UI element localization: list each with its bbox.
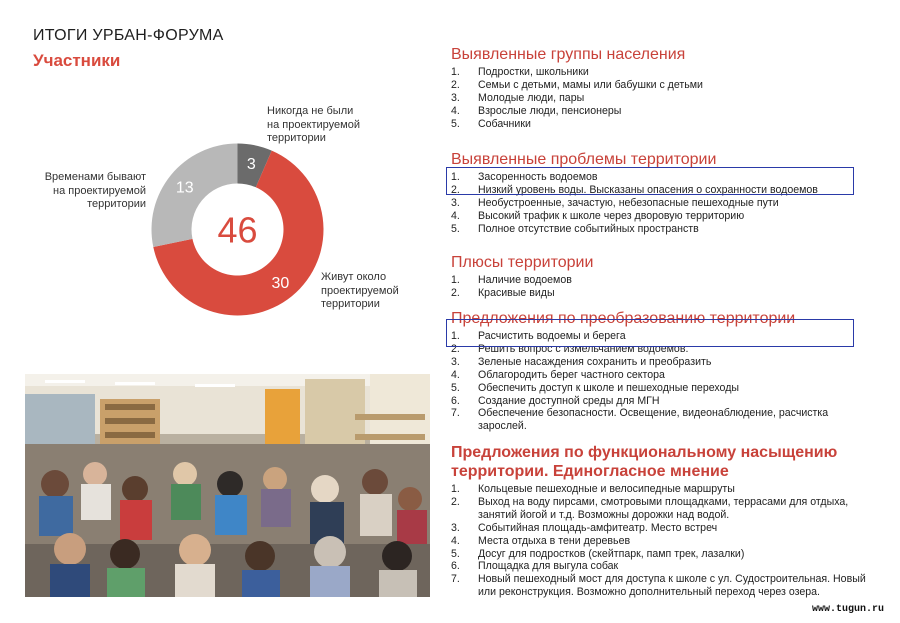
item-text: Облагородить берег частного сектора: [478, 368, 665, 381]
item-number: 1.: [451, 330, 460, 342]
list-item: [451, 395, 876, 408]
slice-value-label: 30: [271, 275, 290, 293]
list-item: [451, 118, 876, 131]
item-text: Собачники: [478, 117, 531, 130]
item-text: Событийная площадь-амфитеатр. Место встреч: [478, 521, 718, 534]
list-item: [451, 197, 876, 210]
list-item: [451, 382, 876, 395]
item-number: 4.: [451, 368, 460, 381]
list-item: [451, 560, 876, 573]
section-title: Выявленные группы населения: [451, 46, 686, 63]
item-text: Площадка для выгула собак: [478, 560, 619, 573]
item-number: 6.: [451, 394, 460, 407]
item-text: Высокий трафик к школе через дворовую территорию: [478, 209, 745, 222]
item-number: 2.: [451, 78, 460, 91]
item-number: 6.: [451, 560, 460, 573]
item-text: Выход на воду пирсами, смотровыми площадками, террасами для отдыха, занятий йогой и т.д. Возможны дорожки над водой.: [478, 495, 849, 521]
list-item: [451, 522, 876, 535]
item-text: Места отдыха в тени деревьев: [478, 534, 631, 547]
section-population-groups: [451, 46, 876, 142]
item-number: 2.: [451, 342, 460, 355]
item-text: Создание доступной среды для МГН: [478, 394, 660, 407]
item-number: 7.: [451, 573, 460, 586]
item-text: Кольцевые пешеходные и велосипедные маршруты: [478, 483, 735, 495]
item-number: 3.: [451, 196, 460, 209]
list-item: [451, 535, 876, 548]
donut-svg: [150, 142, 325, 317]
label-sometimes-visit: Временами бывают на проектируемой территории: [44, 171, 146, 210]
list-item: [451, 573, 876, 599]
participants-heading: Участники: [33, 51, 121, 70]
item-text: Низкий уровень воды. Высказаны опасения о сохранности водоемов: [478, 183, 818, 196]
list-item: [451, 369, 876, 382]
list-item: [451, 274, 876, 287]
section-pluses: [451, 254, 876, 299]
section-title: Плюсы территории: [451, 254, 594, 271]
item-number: 2.: [451, 495, 460, 508]
page-title: ИТОГИ УРБАН-ФОРУМА: [33, 27, 224, 44]
item-text: Расчистить водоемы и берега: [478, 330, 626, 342]
item-text: Молодые люди, пары: [478, 91, 585, 104]
item-text: Досуг для подростков (скейтпарк, памп трек, лазалки): [478, 547, 745, 560]
item-number: 1.: [451, 483, 460, 495]
participants-donut-chart: [150, 142, 325, 317]
item-text: Полное отсутствие событийных пространств: [478, 222, 699, 235]
item-number: 5.: [451, 117, 460, 130]
item-text: Обеспечение безопасности. Освещение, видеонаблюдение, расчистка зарослей.: [478, 407, 829, 433]
item-text: Новый пешеходный мост для доступа к школе с ул. Судостроительная. Новый или реконструкция. Возможно дополнительный переход через озера.: [478, 573, 866, 599]
list-item: [451, 79, 876, 92]
item-number: 4.: [451, 209, 460, 222]
item-number: 3.: [451, 91, 460, 104]
highlight-box-proposals: [446, 319, 854, 347]
item-number: 3.: [451, 355, 460, 368]
item-number: 1.: [451, 66, 460, 78]
item-number: 5.: [451, 222, 460, 235]
item-number: 4.: [451, 104, 460, 117]
list-item: [451, 287, 876, 300]
item-number: 5.: [451, 381, 460, 394]
list-item: [451, 496, 876, 522]
item-text: Засоренность водоемов: [478, 171, 598, 183]
item-text: Решить вопрос с измельчанием водоемов.: [478, 342, 689, 355]
item-number: 2.: [451, 183, 460, 196]
item-text: Необустроенные, зачастую, небезопасные пешеходные пути: [478, 196, 779, 209]
list-item: [451, 92, 876, 105]
item-text: Семьи с детьми, мамы или бабушки с детьми: [478, 78, 703, 91]
list-item: [451, 407, 876, 433]
list-item: [451, 105, 876, 118]
slice-value-label: 3: [246, 155, 256, 173]
item-number: 1.: [451, 171, 460, 183]
item-text: Наличие водоемов: [478, 274, 572, 286]
forum-photo: [25, 374, 430, 597]
item-number: 3.: [451, 521, 460, 534]
slice-value-label: 13: [175, 179, 194, 197]
item-number: 5.: [451, 547, 460, 560]
list-item: [451, 356, 876, 369]
list-item: [451, 210, 876, 223]
item-text: Взрослые люди, пенсионеры: [478, 104, 622, 117]
section-functional-proposals: [451, 443, 876, 599]
section-title: Предложения по преобразованию территории: [451, 310, 796, 327]
section-title: Выявленные проблемы территории: [451, 151, 717, 168]
total-count: 46: [217, 209, 258, 251]
item-number: 4.: [451, 534, 460, 547]
list-item: [451, 548, 876, 561]
list-item: [451, 66, 876, 79]
section-title: Предложения по функциональному насыщению территории. Единогласное мнение: [451, 444, 838, 480]
item-text: Красивые виды: [478, 286, 555, 299]
item-text: Обеспечить доступ к школе и пешеходные переходы: [478, 381, 740, 394]
item-number: 2.: [451, 286, 460, 299]
item-number: 7.: [451, 407, 460, 420]
watermark: www.tugun.ru: [812, 604, 885, 615]
section-problems: [451, 151, 876, 246]
list-item: [451, 223, 876, 236]
item-number: 1.: [451, 274, 460, 286]
highlight-box-problems: [446, 167, 854, 195]
label-live-near: Живут около проектируемой территории: [321, 271, 399, 310]
label-never-visited: Никогда не были на проектируемой территории: [267, 105, 360, 144]
list-item: [451, 483, 876, 496]
item-text: Зеленые насаждения сохранить и преобразить: [478, 355, 712, 368]
item-text: Подростки, школьники: [478, 66, 589, 78]
